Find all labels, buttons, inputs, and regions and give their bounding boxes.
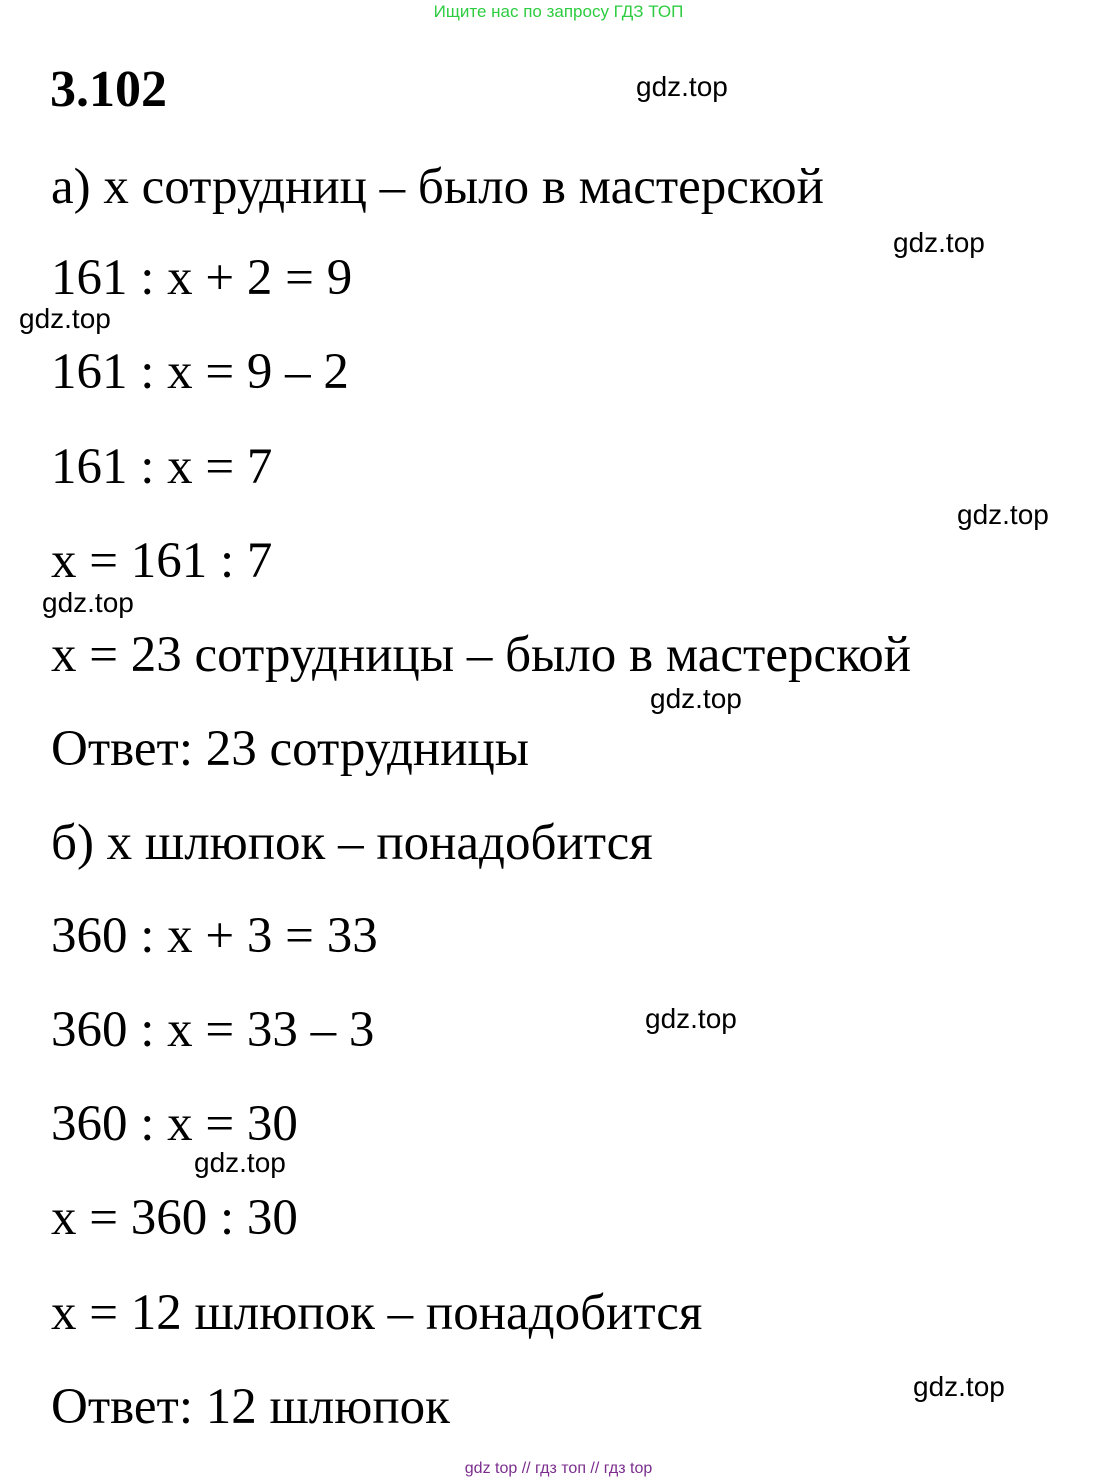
watermark: gdz.top <box>645 1003 737 1034</box>
solution-line: 360 : x + 3 = 33 <box>51 908 378 964</box>
footer-links: gdz top // гдз топ // гдз top <box>464 1460 653 1477</box>
watermark: gdz.top <box>893 227 985 258</box>
watermark: gdz.top <box>957 499 1049 530</box>
problem-number: 3.102 <box>50 61 167 118</box>
watermark: gdz.top <box>19 303 111 334</box>
solution-line: 360 : x = 30 <box>51 1096 298 1152</box>
watermark: gdz.top <box>636 71 728 102</box>
answer-line: Ответ: 23 сотрудницы <box>51 721 530 777</box>
solution-line: x = 23 сотрудницы – было в мастерской <box>51 627 912 683</box>
solution-line: x = 161 : 7 <box>51 533 273 589</box>
answer-line: Ответ: 12 шлюпок <box>51 1379 450 1435</box>
watermark: gdz.top <box>194 1147 286 1178</box>
watermark: gdz.top <box>913 1371 1005 1402</box>
solution-line: 161 : x = 9 – 2 <box>51 344 349 400</box>
solution-line: а) x сотрудниц – было в мастерской <box>51 159 824 215</box>
watermark: gdz.top <box>650 683 742 714</box>
solution-line: 360 : x = 33 – 3 <box>51 1002 375 1058</box>
watermark: gdz.top <box>42 587 134 618</box>
top-search-banner: Ищите нас по запросу ГДЗ ТОП <box>433 2 684 21</box>
solution-line: б) x шлюпок – понадобится <box>51 815 653 871</box>
solution-line: 161 : x + 2 = 9 <box>51 250 353 306</box>
solution-line: 161 : x = 7 <box>51 439 273 495</box>
solution-line: x = 12 шлюпок – понадобится <box>51 1285 703 1341</box>
solution-line: x = 360 : 30 <box>51 1190 298 1246</box>
